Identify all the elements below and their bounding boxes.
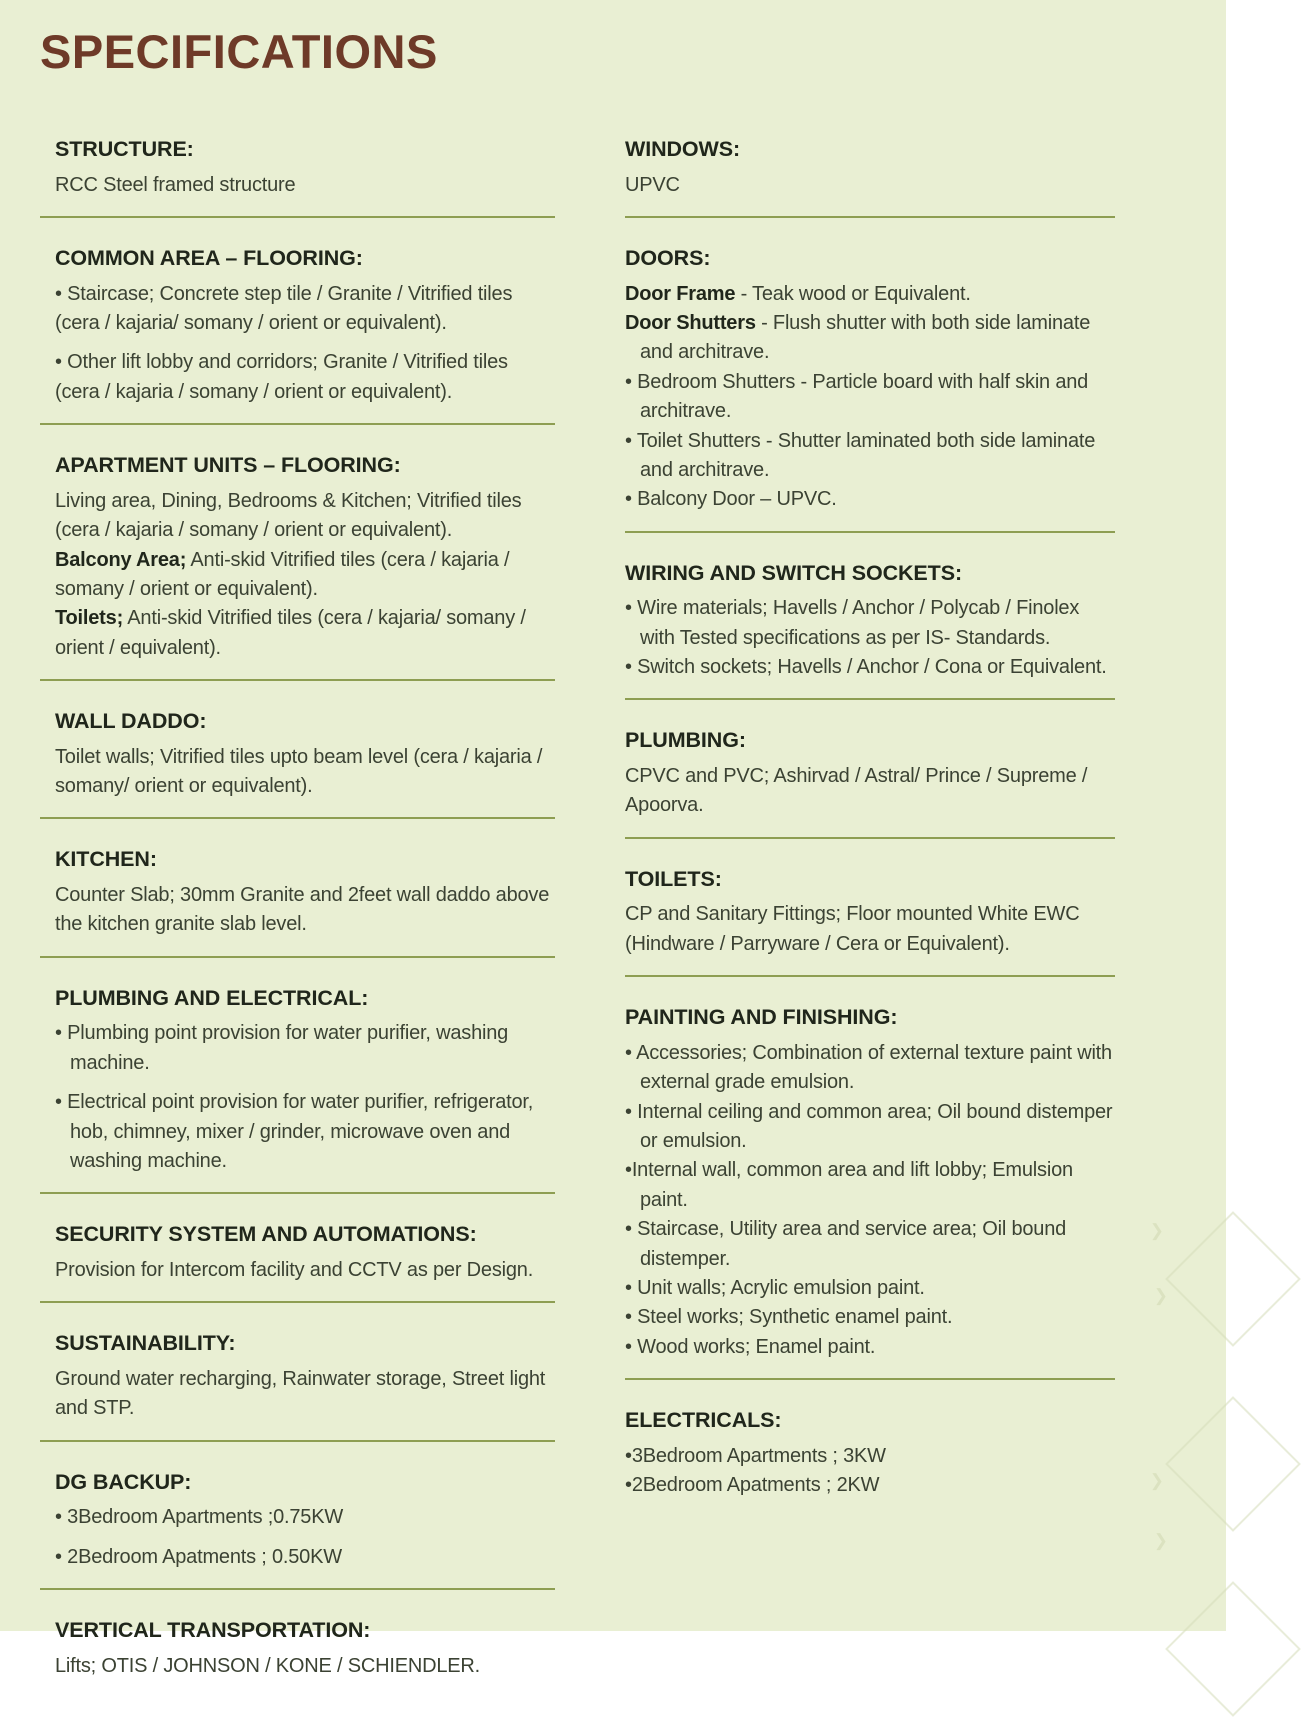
- spec-section: [625, 243, 1115, 515]
- spec-item: [55, 1503, 555, 1532]
- spec-section: [55, 1467, 555, 1572]
- item-text: Internal ceiling and common area; Oil bound distemper or emulsion.: [637, 1100, 1113, 1152]
- page-title: SPECIFICATIONS: [40, 25, 438, 78]
- spec-section: [55, 844, 555, 939]
- spec-section: [55, 706, 555, 801]
- spec-section: [55, 450, 555, 663]
- spec-section: [55, 243, 555, 407]
- bullet-icon: •: [625, 1218, 638, 1241]
- spec-item: [625, 368, 1115, 427]
- section-heading: SUSTAINABILITY:: [55, 1331, 236, 1356]
- left-column: [55, 134, 555, 1691]
- bullet-icon: •: [55, 1545, 68, 1568]
- spec-item: [625, 1215, 1115, 1274]
- section-heading: SECURITY SYSTEM AND AUTOMATIONS:: [55, 1222, 477, 1247]
- section-divider: [625, 531, 1115, 533]
- spec-item: [55, 1088, 555, 1176]
- spec-item: [55, 348, 555, 407]
- item-text: CP and Sanitary Fittings; Floor mounted White EWC (Hindware / Parryware / Cera or Equivalent).: [625, 903, 1080, 955]
- item-text: - Flush shutter with both side laminate and architrave.: [640, 311, 1091, 364]
- spec-item: [55, 1652, 555, 1681]
- section-divider: [625, 698, 1115, 700]
- spec-item: [55, 881, 555, 940]
- section-divider: [625, 975, 1115, 977]
- bullet-icon: •: [625, 1276, 638, 1299]
- section-divider: [40, 1440, 555, 1442]
- item-text: Electrical point provision for water purifier, refrigerator, hob, chimney, mixer / grinder, microwave oven and washing machine.: [67, 1091, 534, 1172]
- spec-item: [55, 487, 555, 546]
- section-divider: [40, 1301, 555, 1303]
- bullet-icon: •: [625, 1159, 632, 1182]
- spec-item: [55, 1256, 555, 1285]
- section-divider: [625, 837, 1115, 839]
- spec-section: [55, 1328, 555, 1423]
- bullet-icon: •: [55, 351, 68, 374]
- section-divider: [625, 1378, 1115, 1380]
- spec-item: [625, 1471, 1115, 1500]
- item-text: UPVC: [625, 173, 680, 196]
- bullet-icon: •: [55, 1022, 68, 1045]
- spec-item: [625, 900, 1115, 959]
- spec-section: [55, 983, 555, 1177]
- item-text: Lifts; OTIS / JOHNSON / KONE / SCHIENDLER.: [55, 1654, 481, 1677]
- section-heading: PAINTING AND FINISHING:: [625, 1005, 898, 1030]
- item-text: Counter Slab; 30mm Granite and 2feet wall daddo above the kitchen granite slab level.: [55, 884, 550, 936]
- item-text: Toilet walls; Vitrified tiles upto beam level (cera / kajaria / somany/ orient or equivalent).: [55, 745, 543, 798]
- spec-item: [55, 171, 555, 200]
- item-text: Staircase, Utility area and service area; Oil bound distemper.: [637, 1218, 1067, 1270]
- section-heading: WIRING AND SWITCH SOCKETS:: [625, 560, 963, 585]
- item-text: CPVC and PVC; Ashirvad / Astral/ Prince / Supreme / Apoorva.: [625, 765, 1088, 817]
- item-lead: Toilets;: [55, 607, 124, 630]
- bullet-icon: •: [625, 429, 637, 452]
- item-text: Switch sockets; Havells / Anchor / Cona or Equivalent.: [637, 656, 1107, 679]
- item-text: Anti-skid Vitrified tiles (cera / kajaria/ somany / orient / equivalent).: [55, 607, 526, 659]
- item-lead: Balcony Area;: [55, 548, 187, 571]
- spec-section: [625, 864, 1115, 959]
- section-heading: COMMON AREA – FLOORING:: [55, 245, 363, 270]
- spec-item: [625, 594, 1115, 653]
- item-text: Staircase; Concrete step tile / Granite / Vitrified tiles (cera / kajaria/ somany / orient or equivalent).: [55, 282, 513, 334]
- spec-section: [55, 1615, 555, 1681]
- spec-item: [625, 1442, 1115, 1471]
- section-heading: KITCHEN:: [55, 847, 157, 872]
- item-text: Steel works; Synthetic enamel paint.: [637, 1306, 953, 1329]
- item-text: Unit walls; Acrylic emulsion paint.: [637, 1276, 925, 1299]
- section-heading: VERTICAL TRANSPORTATION:: [55, 1618, 371, 1643]
- bullet-icon: •: [625, 1474, 632, 1497]
- section-heading: ELECTRICALS:: [625, 1408, 782, 1433]
- spec-section: [625, 1002, 1115, 1362]
- spec-item: [625, 762, 1115, 821]
- section-heading: WINDOWS:: [625, 137, 741, 161]
- bullet-icon: •: [55, 282, 68, 305]
- bullet-icon: •: [625, 1100, 638, 1123]
- section-divider: [40, 1588, 555, 1590]
- spec-section: [625, 134, 1115, 200]
- item-text: 3Bedroom Apartments ; 3KW: [631, 1444, 886, 1467]
- spec-section: [625, 725, 1115, 820]
- item-text: Toilet Shutters - Shutter laminated both side laminate and architrave.: [636, 429, 1096, 481]
- spec-item: [625, 1333, 1115, 1362]
- spec-section: [55, 134, 555, 200]
- chevron-icon: ❯: [1149, 1221, 1164, 1240]
- chevron-icon: ❯: [1153, 1286, 1168, 1305]
- spec-item: [625, 1156, 1115, 1215]
- spec-item: [625, 485, 1115, 514]
- section-heading: PLUMBING:: [625, 728, 746, 753]
- spec-item: [55, 280, 555, 339]
- item-text: Wire materials; Havells / Anchor / Polycab / Finolex with Tested specifications as per IS- Standards.: [637, 597, 1080, 649]
- section-heading: WALL DADDO:: [55, 709, 207, 734]
- section-heading: DOORS:: [625, 245, 711, 270]
- section-heading: APARTMENT UNITS – FLOORING:: [55, 453, 401, 478]
- item-text: Ground water recharging, Rainwater storage, Street light and STP.: [55, 1367, 546, 1420]
- spec-item: [55, 1365, 555, 1424]
- bullet-icon: •: [625, 597, 638, 620]
- section-heading: TOILETS:: [625, 866, 722, 891]
- item-text: Other lift lobby and corridors; Granite / Vitrified tiles (cera / kajaria / somany / orient or equivalent).: [55, 351, 508, 403]
- item-text: - Teak wood or Equivalent.: [735, 282, 971, 305]
- section-divider: [40, 679, 555, 681]
- item-text: Internal wall, common area and lift lobby; Emulsion paint.: [631, 1159, 1073, 1211]
- item-text: Accessories; Combination of external texture paint with external grade emulsion.: [636, 1041, 1112, 1094]
- spec-item: [55, 743, 555, 802]
- item-text: Provision for Intercom facility and CCTV as per Design.: [55, 1258, 534, 1281]
- spec-item: [625, 1303, 1115, 1332]
- section-heading: STRUCTURE:: [55, 137, 194, 161]
- chevron-icon: ❯: [1153, 1531, 1168, 1550]
- item-text: Living area, Dining, Bedrooms & Kitchen; Vitrified tiles (cera / kajaria / somany / orient or equivalent).: [55, 489, 522, 542]
- item-text: Balcony Door – UPVC.: [637, 488, 837, 511]
- section-divider: [40, 216, 555, 218]
- item-lead: Door Frame: [625, 282, 736, 305]
- section-divider: [625, 216, 1115, 218]
- spec-item: [55, 604, 555, 663]
- section-divider: [40, 817, 555, 819]
- right-column: [625, 134, 1115, 1691]
- columns-container: [55, 134, 1226, 1691]
- item-text: Bedroom Shutters - Particle board with half skin and architrave.: [637, 370, 1089, 423]
- bullet-icon: •: [625, 1306, 638, 1329]
- spec-item: [55, 1019, 555, 1078]
- spec-section: [625, 1405, 1115, 1500]
- bullet-icon: •: [625, 1335, 638, 1358]
- spec-item: [55, 1543, 555, 1572]
- spec-item: [625, 1039, 1115, 1098]
- chevron-icon: ❯: [1149, 1471, 1164, 1490]
- section-divider: [40, 423, 555, 425]
- section-heading: DG BACKUP:: [55, 1469, 192, 1494]
- spec-section: [55, 1219, 555, 1285]
- bullet-icon: •: [625, 1444, 632, 1467]
- spec-item: [625, 280, 1115, 309]
- item-text: Anti-skid Vitrified tiles (cera / kajaria / somany / orient or equivalent).: [55, 548, 510, 600]
- item-text: Plumbing point provision for water purifier, washing machine.: [67, 1022, 509, 1074]
- spec-section: [625, 558, 1115, 683]
- item-lead: Door Shutters: [625, 311, 756, 334]
- item-text: 2Bedroom Apatments ; 2KW: [631, 1474, 880, 1497]
- section-divider: [40, 1192, 555, 1194]
- spec-item: [625, 171, 1115, 200]
- spec-item: [625, 1098, 1115, 1157]
- item-text: Wood works; Enamel paint.: [637, 1335, 876, 1358]
- spec-item: [55, 546, 555, 605]
- bullet-icon: •: [625, 370, 638, 393]
- item-text: 3Bedroom Apartments ;0.75KW: [67, 1506, 344, 1529]
- bullet-icon: •: [625, 1041, 637, 1064]
- item-text: 2Bedroom Apatments ; 0.50KW: [67, 1545, 342, 1568]
- section-heading: PLUMBING AND ELECTRICAL:: [55, 985, 369, 1010]
- bullet-icon: •: [55, 1091, 68, 1114]
- bullet-icon: •: [625, 488, 638, 511]
- bullet-icon: •: [55, 1506, 68, 1529]
- spec-item: [625, 653, 1115, 682]
- bullet-icon: •: [625, 656, 638, 679]
- spec-item: [625, 427, 1115, 486]
- spec-item: [625, 1274, 1115, 1303]
- item-text: RCC Steel framed structure: [55, 173, 296, 196]
- section-divider: [40, 956, 555, 958]
- spec-item: [625, 309, 1115, 368]
